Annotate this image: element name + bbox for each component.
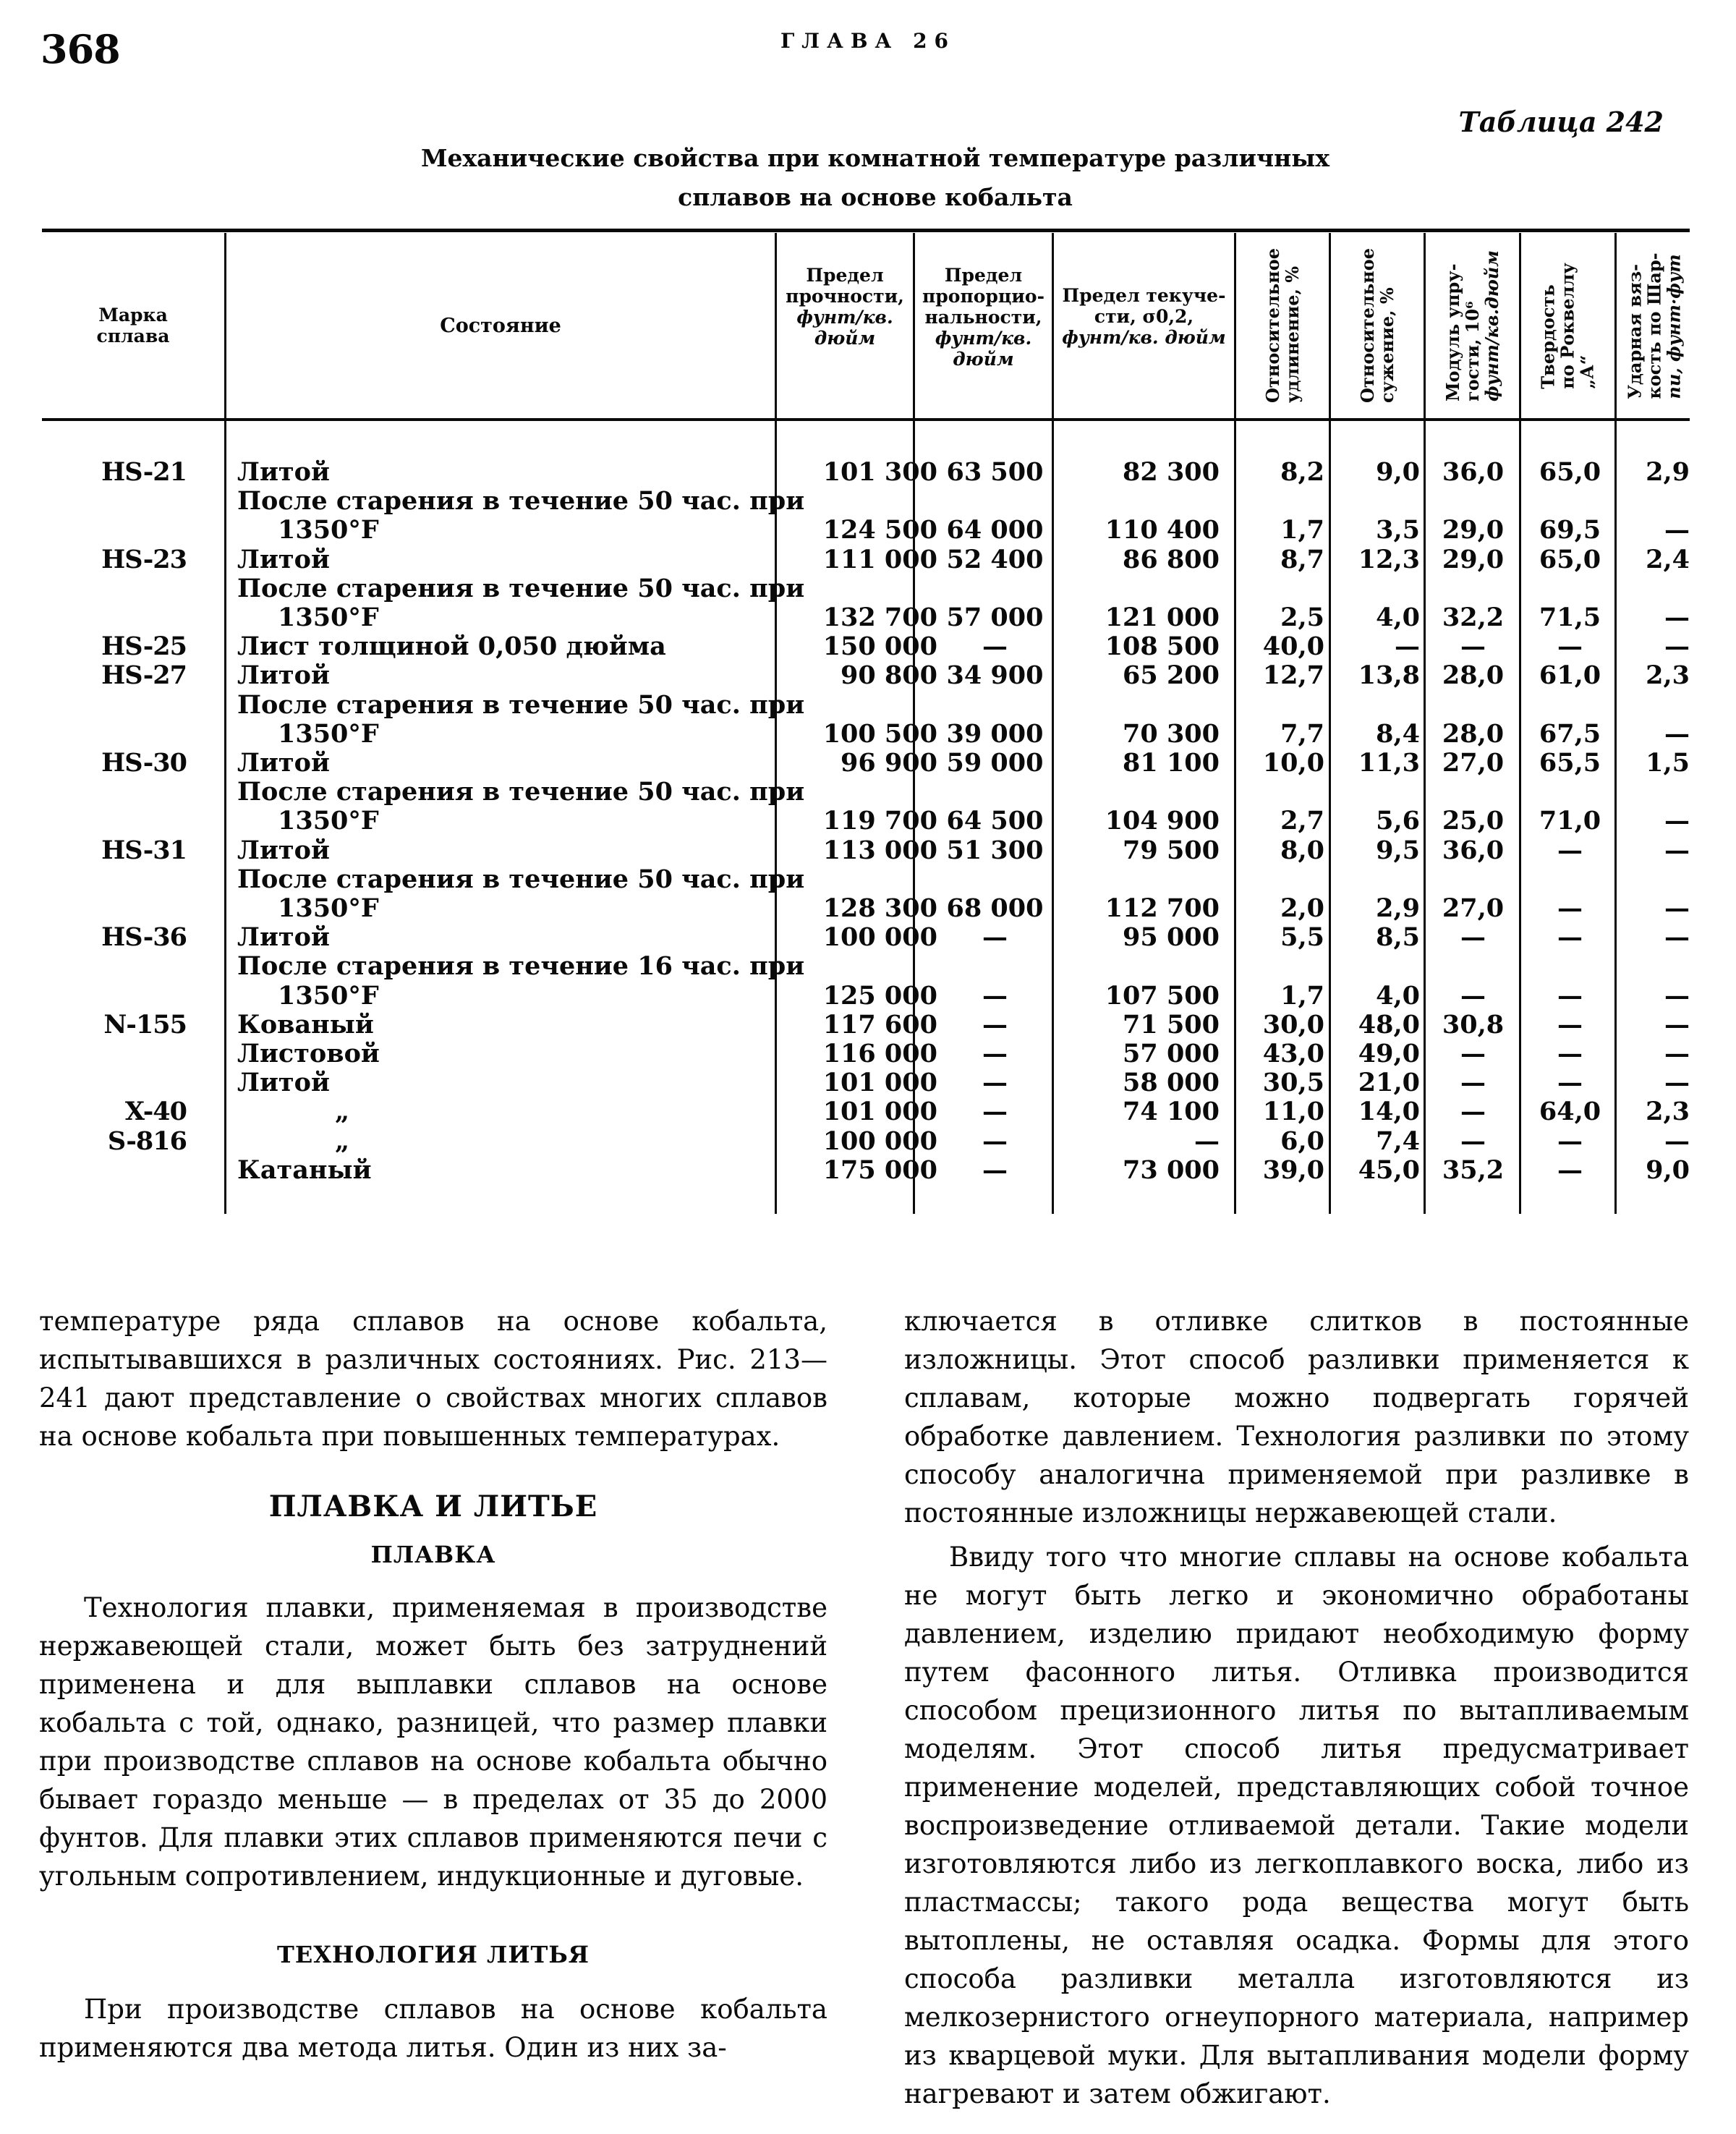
cell-yield-strength: 65 200 <box>1123 660 1220 691</box>
cell-elastic-modulus: 32,2 <box>1442 603 1505 632</box>
cell-charpy-impact: 9,0 <box>1646 1155 1690 1185</box>
cell-charpy-impact: — <box>1664 515 1690 545</box>
cell-charpy-impact: 2,4 <box>1646 544 1690 574</box>
cell-condition: Литой <box>237 748 330 778</box>
cell-condition: После старения в течение 50 час. при <box>237 573 805 603</box>
cell-elastic-modulus: 29,0 <box>1442 544 1505 574</box>
table-title-line-1: Механические свойства при комнатной температуре различных <box>420 144 1330 172</box>
cell-reduction-of-area: 45,0 <box>1358 1155 1420 1185</box>
cell-yield-strength: 110 400 <box>1105 515 1220 545</box>
table-row <box>42 807 1690 836</box>
cell-elongation: 12,7 <box>1262 660 1324 691</box>
cell-condition: Лист толщиной 0,050 дюйма <box>237 632 666 662</box>
cell-elongation: 5,5 <box>1280 922 1324 953</box>
cell-proportional-limit: — <box>982 980 1008 1011</box>
cell-tensile-strength: 101 300 <box>822 457 937 487</box>
cell-reduction-of-area: 7,4 <box>1376 1126 1420 1156</box>
cell-rockwell-hardness: 71,5 <box>1539 603 1601 632</box>
cell-elongation: 1,7 <box>1280 980 1324 1011</box>
cell-yield-strength: 121 000 <box>1105 603 1220 632</box>
properties-table <box>42 229 1690 1220</box>
cell-elastic-modulus: 27,0 <box>1442 893 1505 923</box>
cell-elongation: 8,2 <box>1280 457 1324 487</box>
cell-reduction-of-area: 3,5 <box>1376 515 1420 545</box>
cell-condition: 1350°F <box>278 603 379 632</box>
cell-tensile-strength: 119 700 <box>822 806 937 836</box>
table-row <box>42 1040 1690 1068</box>
cell-reduction-of-area: 4,0 <box>1376 603 1420 632</box>
table-row <box>42 603 1690 632</box>
cell-rockwell-hardness: 61,0 <box>1539 660 1601 691</box>
cell-elastic-modulus: 29,0 <box>1442 515 1505 545</box>
cell-charpy-impact: — <box>1664 980 1690 1011</box>
cell-alloy-grade: HS-21 <box>101 457 187 487</box>
cell-rockwell-hardness: — <box>1557 632 1583 662</box>
subsection-heading-melting: ПЛАВКА <box>370 1541 496 1568</box>
cell-rockwell-hardness: — <box>1557 893 1583 923</box>
cell-condition: Кованый <box>237 1009 374 1040</box>
text-column-right <box>904 1302 1689 2113</box>
cell-elongation: 8,0 <box>1280 835 1324 865</box>
cell-condition: После старения в течение 50 час. при <box>237 777 805 807</box>
cell-rockwell-hardness: 69,5 <box>1539 515 1601 545</box>
cell-condition: Литой <box>237 835 330 865</box>
cell-proportional-limit: 51 300 <box>946 835 1044 865</box>
cell-condition: После старения в течение 50 час. при <box>237 689 805 720</box>
table-row <box>42 1156 1690 1185</box>
header-rockwell-hardness: Твердость по Роквеллу „А“ <box>1538 262 1598 389</box>
cell-elongation: 30,5 <box>1262 1068 1324 1098</box>
cell-condition: 1350°F <box>278 980 379 1011</box>
cell-condition: 1350°F <box>278 515 379 545</box>
table-row <box>42 1011 1690 1040</box>
cell-rockwell-hardness: — <box>1557 1039 1583 1068</box>
cell-proportional-limit: — <box>982 1009 1008 1040</box>
cell-rockwell-hardness: 65,0 <box>1539 457 1601 487</box>
paragraph: ключается в отливке слитков в постоянные изложницы. Этот способ разливки применяется к сплавам, которые можно подвергать горячей обработке давлением. Технология разливки по этому способу аналогична применяемой при разливке в постоянные изложницы нержавеющей стали. <box>904 1306 1689 1529</box>
cell-yield-strength: 81 100 <box>1123 748 1220 778</box>
cell-elastic-modulus: 35,2 <box>1442 1155 1505 1185</box>
cell-elongation: 8,7 <box>1280 544 1324 574</box>
paragraph: Технология плавки, применяемая в производстве нержавеющей стали, может быть без затруднений применена и для выплавки сплавов на основе кобальта с той, однако, разницей, что размер плавки при производстве сплавов на основе кобальта обычно бывает гораздо меньше — в пределах от 35 до 2000 фунтов. Для плавки этих сплавов применяются печи с угольным сопротивлением, индукционные и дуговые. <box>39 1592 827 1892</box>
cell-elastic-modulus: — <box>1460 1097 1486 1127</box>
cell-elastic-modulus: 25,0 <box>1442 806 1505 836</box>
cell-rockwell-hardness: 64,0 <box>1539 1097 1601 1127</box>
cell-elongation: 6,0 <box>1280 1126 1324 1156</box>
cell-elastic-modulus: 28,0 <box>1442 718 1505 749</box>
table-row <box>42 661 1690 690</box>
cell-yield-strength: 79 500 <box>1123 835 1220 865</box>
cell-rockwell-hardness: — <box>1557 1155 1583 1185</box>
cell-reduction-of-area: 21,0 <box>1358 1068 1420 1098</box>
section-heading: ПЛАВКА И ЛИТЬЕ <box>268 1489 598 1523</box>
cell-yield-strength: 107 500 <box>1105 980 1220 1011</box>
cell-elastic-modulus: — <box>1460 1126 1486 1156</box>
cell-tensile-strength: 96 900 <box>841 748 937 778</box>
cell-alloy-grade: HS-23 <box>101 544 187 574</box>
cell-elastic-modulus: 30,8 <box>1442 1009 1505 1040</box>
cell-tensile-strength: 117 600 <box>822 1009 937 1040</box>
cell-rockwell-hardness: — <box>1557 980 1583 1011</box>
cell-condition: Листовой <box>237 1039 380 1068</box>
cell-rockwell-hardness: 71,0 <box>1539 806 1601 836</box>
header-tensile-strength: Предел прочности, фунт/кв. дюйм <box>786 265 904 349</box>
cell-tensile-strength: 128 300 <box>822 893 937 923</box>
table-row <box>42 632 1690 661</box>
table-row <box>42 516 1690 545</box>
cell-yield-strength: 71 500 <box>1123 1009 1220 1040</box>
cell-reduction-of-area: 13,8 <box>1358 660 1420 691</box>
cell-tensile-strength: 124 500 <box>822 515 937 545</box>
cell-tensile-strength: 116 000 <box>822 1039 937 1068</box>
subsection-heading-casting: ТЕХНОЛОГИЯ ЛИТЬЯ <box>277 1941 590 1968</box>
table-row <box>42 952 1690 981</box>
cell-reduction-of-area: 8,5 <box>1376 922 1420 953</box>
cell-charpy-impact: — <box>1664 1068 1690 1098</box>
cell-rockwell-hardness: — <box>1557 835 1583 865</box>
table-row <box>42 691 1690 720</box>
cell-condition: „ <box>335 1126 350 1156</box>
cell-proportional-limit: — <box>982 1126 1008 1156</box>
table-row <box>42 923 1690 952</box>
cell-condition: Катаный <box>237 1155 372 1185</box>
table-row <box>42 865 1690 894</box>
cell-tensile-strength: 150 000 <box>822 632 937 662</box>
table-row <box>42 778 1690 807</box>
cell-charpy-impact: — <box>1664 718 1690 749</box>
cell-charpy-impact: 1,5 <box>1646 748 1690 778</box>
cell-elongation: 7,7 <box>1280 718 1324 749</box>
cell-reduction-of-area: 48,0 <box>1358 1009 1420 1040</box>
cell-charpy-impact: — <box>1664 835 1690 865</box>
cell-charpy-impact: — <box>1664 1039 1690 1068</box>
cell-yield-strength: 86 800 <box>1123 544 1220 574</box>
cell-elastic-modulus: 27,0 <box>1442 748 1505 778</box>
cell-tensile-strength: 113 000 <box>822 835 937 865</box>
cell-condition: Литой <box>237 544 330 574</box>
cell-reduction-of-area: 9,0 <box>1376 457 1420 487</box>
cell-proportional-limit: 64 000 <box>946 515 1044 545</box>
table-row <box>42 749 1690 778</box>
cell-reduction-of-area: 9,5 <box>1376 835 1420 865</box>
paragraph: При производстве сплавов на основе кобальта применяются два метода литья. Один из них за- <box>39 1994 827 2063</box>
cell-tensile-strength: 101 000 <box>822 1068 937 1098</box>
cell-alloy-grade: HS-36 <box>101 922 187 953</box>
cell-tensile-strength: 100 000 <box>822 1126 937 1156</box>
cell-alloy-grade: HS-30 <box>101 748 187 778</box>
cell-elongation: 30,0 <box>1262 1009 1324 1040</box>
table-label: Таблица 242 <box>1458 106 1664 138</box>
cell-condition: „ <box>335 1097 350 1127</box>
cell-tensile-strength: 100 000 <box>822 922 937 953</box>
cell-proportional-limit: — <box>982 632 1008 662</box>
cell-elongation: 2,5 <box>1280 603 1324 632</box>
header-proportional-limit: Предел пропорцио- нальности, фунт/кв. дюйм <box>922 265 1044 370</box>
table-row <box>42 545 1690 574</box>
header-charpy-impact: Ударная вяз- кость по Шар- пи, фунт·фут <box>1624 252 1685 399</box>
cell-reduction-of-area: 14,0 <box>1358 1097 1420 1127</box>
cell-yield-strength: 108 500 <box>1105 632 1220 662</box>
cell-elastic-modulus: — <box>1460 922 1486 953</box>
table-row <box>42 458 1690 487</box>
cell-proportional-limit: 68 000 <box>946 893 1044 923</box>
cell-elongation: 40,0 <box>1262 632 1324 662</box>
header-yield-strength: Предел текуче- сти, σ0,2, фунт/кв. дюйм <box>1062 285 1226 348</box>
cell-tensile-strength: 111 000 <box>822 544 937 574</box>
table-row <box>42 836 1690 865</box>
cell-yield-strength: 74 100 <box>1123 1097 1220 1127</box>
cell-reduction-of-area: 11,3 <box>1358 748 1420 778</box>
cell-alloy-grade: S-816 <box>107 1126 187 1156</box>
cell-yield-strength: 57 000 <box>1123 1039 1220 1068</box>
cell-condition: После старения в течение 50 час. при <box>237 486 805 517</box>
table-row <box>42 487 1690 516</box>
table-top-rule <box>42 229 1690 232</box>
cell-reduction-of-area: 12,3 <box>1358 544 1420 574</box>
text-column-left <box>39 1302 827 2067</box>
cell-proportional-limit: 59 000 <box>946 748 1044 778</box>
table-header-rule <box>42 418 1690 421</box>
cell-proportional-limit: 57 000 <box>946 603 1044 632</box>
header-grade: Марка сплава <box>96 305 170 347</box>
cell-condition: Литой <box>237 457 330 487</box>
cell-charpy-impact: — <box>1664 1009 1690 1040</box>
cell-yield-strength: 70 300 <box>1123 718 1220 749</box>
table-row <box>42 1127 1690 1156</box>
table-row <box>42 894 1690 923</box>
cell-reduction-of-area: 2,9 <box>1376 893 1420 923</box>
table-row <box>42 574 1690 603</box>
cell-rockwell-hardness: 65,5 <box>1539 748 1601 778</box>
cell-rockwell-hardness: — <box>1557 922 1583 953</box>
cell-proportional-limit: 63 500 <box>946 457 1044 487</box>
cell-elastic-modulus: — <box>1460 1039 1486 1068</box>
cell-yield-strength: 82 300 <box>1123 457 1220 487</box>
cell-elastic-modulus: 36,0 <box>1442 457 1505 487</box>
cell-yield-strength: 112 700 <box>1105 893 1220 923</box>
cell-tensile-strength: 100 500 <box>822 718 937 749</box>
cell-proportional-limit: 39 000 <box>946 718 1044 749</box>
cell-elastic-modulus: — <box>1460 980 1486 1011</box>
cell-yield-strength: — <box>1194 1126 1220 1156</box>
cell-proportional-limit: — <box>982 1039 1008 1068</box>
cell-charpy-impact: — <box>1664 922 1690 953</box>
cell-yield-strength: 95 000 <box>1123 922 1220 953</box>
cell-proportional-limit: 64 500 <box>946 806 1044 836</box>
cell-condition: 1350°F <box>278 893 379 923</box>
cell-charpy-impact: 2,3 <box>1646 1097 1690 1127</box>
cell-elastic-modulus: — <box>1460 1068 1486 1098</box>
cell-elongation: 1,7 <box>1280 515 1324 545</box>
cell-reduction-of-area: 4,0 <box>1376 980 1420 1011</box>
table-row <box>42 1068 1690 1097</box>
cell-elastic-modulus: — <box>1460 632 1486 662</box>
cell-alloy-grade: HS-25 <box>101 632 187 662</box>
cell-condition: 1350°F <box>278 718 379 749</box>
cell-reduction-of-area: 5,6 <box>1376 806 1420 836</box>
cell-reduction-of-area: 49,0 <box>1358 1039 1420 1068</box>
cell-condition: После старения в течение 16 час. при <box>237 951 805 982</box>
cell-alloy-grade: HS-31 <box>101 835 187 865</box>
paragraph: Ввиду того что многие сплавы на основе кобальта не могут быть легко и экономично обработаны давлением, изделию придают необходимую форму путем фасонного литья. Отливка производится способом прецизионного литья по вытапливаемым моделям. Этот способ литья предусматривает применение моделей, представляющих собой точное воспроизведение отливаемой детали. Такие модели изготовляются либо из легкоплавкого воска, либо из пластмассы; такого рода вещества могут быть вытоплены, не оставляя осадка. Формы для этого способа разливки металла изготовляются из мелкозернистого огнеупорного материала, например из кварцевой муки. Для вытапливания модели форму нагревают и затем обжигают. <box>904 1542 1689 2109</box>
table-row <box>42 982 1690 1011</box>
cell-rockwell-hardness: — <box>1557 1009 1583 1040</box>
cell-proportional-limit: — <box>982 922 1008 953</box>
cell-condition: Литой <box>237 1068 330 1098</box>
cell-condition: Литой <box>237 660 330 691</box>
cell-charpy-impact: — <box>1664 806 1690 836</box>
cell-tensile-strength: 90 800 <box>841 660 937 691</box>
header-elongation: Относительное удлинение, % <box>1262 248 1303 403</box>
cell-reduction-of-area: — <box>1395 632 1420 662</box>
cell-yield-strength: 104 900 <box>1105 806 1220 836</box>
cell-rockwell-hardness: 67,5 <box>1539 718 1601 749</box>
cell-proportional-limit: — <box>982 1068 1008 1098</box>
page-number: 368 <box>41 26 120 72</box>
cell-tensile-strength: 175 000 <box>822 1155 937 1185</box>
cell-proportional-limit: 34 900 <box>946 660 1044 691</box>
cell-proportional-limit: — <box>982 1097 1008 1127</box>
cell-condition: 1350°F <box>278 806 379 836</box>
cell-condition: Литой <box>237 922 330 953</box>
cell-alloy-grade: HS-27 <box>101 660 187 691</box>
cell-yield-strength: 58 000 <box>1123 1068 1220 1098</box>
table-title <box>217 139 1533 217</box>
cell-elongation: 10,0 <box>1262 748 1324 778</box>
running-header: ГЛАВА 26 <box>780 29 956 53</box>
cell-tensile-strength: 132 700 <box>822 603 937 632</box>
cell-charpy-impact: — <box>1664 893 1690 923</box>
cell-elongation: 43,0 <box>1262 1039 1324 1068</box>
table-row <box>42 1097 1690 1126</box>
cell-tensile-strength: 101 000 <box>822 1097 937 1127</box>
cell-charpy-impact: — <box>1664 1126 1690 1156</box>
table-row <box>42 720 1690 749</box>
paragraph: температуре ряда сплавов на основе кобальта, испытывавшихся в различных состояниях. Рис. 213—241 дают представление о свойствах многих сплавов на основе кобальта при повышенных температурах. <box>39 1306 827 1452</box>
cell-rockwell-hardness: — <box>1557 1126 1583 1156</box>
cell-elongation: 2,7 <box>1280 806 1324 836</box>
cell-elastic-modulus: 36,0 <box>1442 835 1505 865</box>
cell-charpy-impact: 2,3 <box>1646 660 1690 691</box>
cell-proportional-limit: — <box>982 1155 1008 1185</box>
table-title-line-2: сплавов на основе кобальта <box>678 183 1073 211</box>
cell-yield-strength: 73 000 <box>1123 1155 1220 1185</box>
cell-alloy-grade: N-155 <box>103 1009 187 1040</box>
cell-rockwell-hardness: 65,0 <box>1539 544 1601 574</box>
cell-rockwell-hardness: — <box>1557 1068 1583 1098</box>
cell-elongation: 39,0 <box>1262 1155 1324 1185</box>
cell-alloy-grade: X-40 <box>124 1097 187 1127</box>
cell-tensile-strength: 125 000 <box>822 980 937 1011</box>
cell-charpy-impact: — <box>1664 632 1690 662</box>
header-state: Состояние <box>440 314 561 337</box>
cell-proportional-limit: 52 400 <box>946 544 1044 574</box>
cell-elongation: 11,0 <box>1262 1097 1324 1127</box>
cell-condition: После старения в течение 50 час. при <box>237 864 805 894</box>
header-reduction-of-area: Относительное сужение, % <box>1357 248 1397 403</box>
cell-elongation: 2,0 <box>1280 893 1324 923</box>
cell-elastic-modulus: 28,0 <box>1442 660 1505 691</box>
cell-reduction-of-area: 8,4 <box>1376 718 1420 749</box>
cell-charpy-impact: — <box>1664 603 1690 632</box>
header-elastic-modulus: Модуль упру- гости, 10⁶ фунт/кв.дюйм <box>1442 250 1503 401</box>
cell-charpy-impact: 2,9 <box>1646 457 1690 487</box>
